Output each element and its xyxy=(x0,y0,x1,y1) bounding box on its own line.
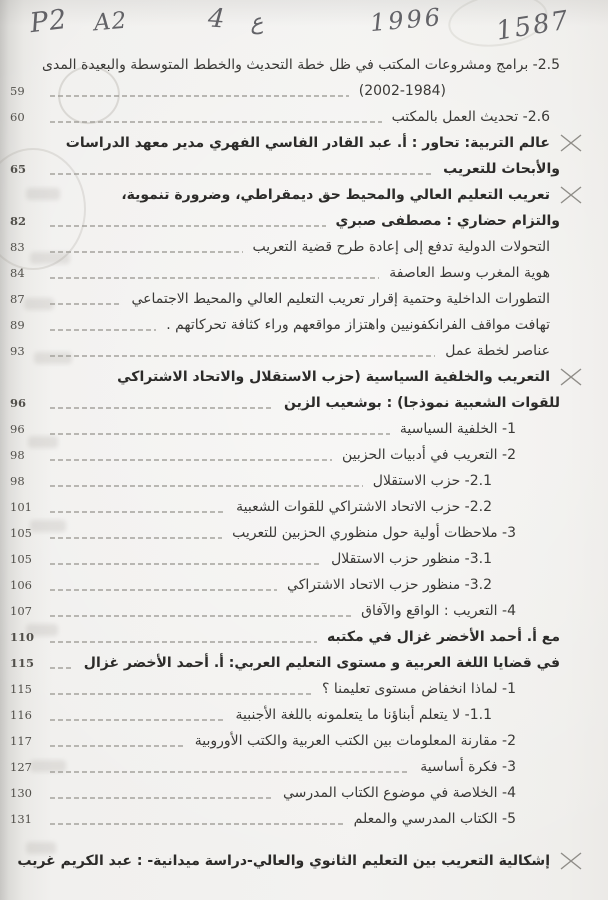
x-mark-icon xyxy=(558,133,584,153)
page-number: 101 xyxy=(10,500,32,514)
dotted-leader xyxy=(50,251,243,253)
toc-row xyxy=(10,260,594,286)
page-number: 107 xyxy=(10,604,32,618)
toc-row xyxy=(10,130,594,156)
toc-row xyxy=(10,468,594,494)
toc-entry-title: عالم التربية: تحاور : أ. عبد القادر الفاسي الفهري مدير معهد الدراسات xyxy=(65,135,550,151)
toc-row xyxy=(10,364,594,390)
toc-entry-title: 3- ملاحظات أولية حول منظوري الحزبين للتعريب xyxy=(232,525,516,541)
handwritten-mark: 1996 xyxy=(368,2,445,38)
toc-entry-title: في قضايا اللغة العربية و مستوى التعليم العربي: أ. أحمد الأخضر غزال xyxy=(83,655,560,671)
page-number: 110 xyxy=(10,630,35,644)
toc-row xyxy=(10,598,594,624)
toc-row xyxy=(10,546,594,572)
page-number: 106 xyxy=(10,578,32,592)
toc-entry-title: (2002-1984) xyxy=(358,83,446,99)
toc-entry-title: تهافت مواقف الفرانكفونيين واهتزاز مواقعهم وراء كثافة تحركاتهم . xyxy=(166,317,550,333)
page-number: 96 xyxy=(10,422,25,436)
dotted-leader xyxy=(50,797,273,799)
dotted-leader xyxy=(50,303,122,305)
page-number: 84 xyxy=(10,266,25,280)
toc-row xyxy=(10,442,594,468)
toc-row xyxy=(10,676,594,702)
toc-entry-title: 3.2- منظور حزب الاتحاد الاشتراكي xyxy=(287,577,492,593)
page-number: 93 xyxy=(10,344,25,358)
toc-entry-title: والتزام حضاري : مصطفى صبري xyxy=(335,213,560,229)
toc-row xyxy=(10,572,594,598)
toc-entry-title: 2- التعريب في أدبيات الحزبين xyxy=(341,447,516,463)
toc-entry-title: 2- مقارنة المعلومات بين الكتب العربية والكتب الأوروبية xyxy=(194,733,516,749)
toc-entry-title: 4- الخلاصة في موضوع الكتاب المدرسي xyxy=(282,785,516,801)
dotted-leader xyxy=(50,355,435,357)
toc-row xyxy=(10,848,594,874)
dotted-leader xyxy=(50,589,277,591)
toc-row xyxy=(10,520,594,546)
page-number: 60 xyxy=(10,110,25,124)
dotted-leader xyxy=(50,771,410,773)
toc-entry-title: والأبحاث للتعريب xyxy=(443,161,560,177)
toc-entry-title: للقوات الشعبية نموذجا) : بوشعيب الزين xyxy=(284,395,560,411)
handwritten-mark: 1587 xyxy=(494,5,573,47)
toc-entry-title: 2.6- تحديث العمل بالمكتب xyxy=(391,109,550,125)
toc-entry-title: 3- فكرة أساسية xyxy=(420,759,516,775)
toc-row xyxy=(10,806,594,832)
dotted-leader xyxy=(50,329,156,331)
toc-row xyxy=(10,312,594,338)
dotted-leader xyxy=(50,433,390,435)
page-number: 105 xyxy=(10,526,32,540)
toc-row xyxy=(10,780,594,806)
page-number: 98 xyxy=(10,474,25,488)
toc-row xyxy=(10,494,594,520)
dotted-leader xyxy=(50,719,225,721)
page-number: 115 xyxy=(10,682,32,696)
handwritten-mark: P2 xyxy=(28,3,70,40)
handwritten-mark: A2 xyxy=(92,7,129,37)
toc-row xyxy=(10,208,594,234)
toc-row xyxy=(10,182,594,208)
handwritten-mark: 4 xyxy=(206,3,226,35)
handwritten-mark: ع xyxy=(249,9,264,36)
toc-entry-title: 5- الكتاب المدرسي والمعلم xyxy=(353,811,516,827)
x-mark-icon xyxy=(558,851,584,871)
toc-row xyxy=(10,234,594,260)
page-number: 87 xyxy=(10,292,25,306)
page-number: 65 xyxy=(10,162,27,176)
toc-entry-title: 1- لماذا انخفاض مستوى تعليمنا ؟ xyxy=(322,681,516,697)
page-number: 83 xyxy=(10,240,25,254)
dotted-leader xyxy=(50,459,332,461)
toc-entry-title: تعريب التعليم العالي والمحيط حق ديمقراطي، وضرورة تنموية، xyxy=(121,187,550,203)
toc-row xyxy=(10,390,594,416)
dotted-leader xyxy=(50,173,433,175)
dotted-leader xyxy=(50,667,74,669)
toc-row xyxy=(10,338,594,364)
toc-entry-title: إشكالية التعريب بين التعليم الثانوي والعالي-دراسة ميدانية- : عبد الكريم غريب xyxy=(17,853,550,869)
dotted-leader xyxy=(50,537,222,539)
dotted-leader xyxy=(50,615,351,617)
toc-row xyxy=(10,52,594,78)
page-number: 98 xyxy=(10,448,25,462)
toc-entry-title: 3.1- منظور حزب الاستقلال xyxy=(331,551,492,567)
dotted-leader xyxy=(50,641,317,643)
toc-entry-title: عناصر لخطة عمل xyxy=(445,343,550,359)
page-number: 89 xyxy=(10,318,25,332)
dotted-leader xyxy=(50,121,382,123)
toc-row xyxy=(10,624,594,650)
toc-entry-title: التعريب والخلفية السياسية (حزب الاستقلال والاتحاد الاشتراكي xyxy=(117,369,550,385)
dotted-leader xyxy=(50,95,349,97)
toc-entry-title: 2.1- حزب الاستقلال xyxy=(372,473,492,489)
page-number: 130 xyxy=(10,786,32,800)
toc-row xyxy=(10,754,594,780)
page-number: 96 xyxy=(10,396,27,410)
page-number: 115 xyxy=(10,656,35,670)
page-number: 105 xyxy=(10,552,32,566)
toc-row xyxy=(10,104,594,130)
toc-entry-title: 2.5- برامج ومشروعات المكتب في ظل خطة التحديث والخطط المتوسطة والبعيدة المدى xyxy=(42,57,560,73)
dotted-leader xyxy=(50,407,274,409)
toc-row xyxy=(10,702,594,728)
page-number: 82 xyxy=(10,214,27,228)
page-number: 116 xyxy=(10,708,32,722)
toc-entry-title: التحولات الدولية تدفع إلى إعادة طرح قضية التعريب xyxy=(252,239,550,255)
page-number: 127 xyxy=(10,760,32,774)
x-mark-icon xyxy=(558,367,584,387)
toc-row xyxy=(10,416,594,442)
toc-entry-title: 1.1- لا يتعلم أبناؤنا ما يتعلمونه باللغة الأجنبية xyxy=(235,707,492,723)
toc-entry-title: 1- الخلفية السياسية xyxy=(399,421,516,437)
dotted-leader xyxy=(50,563,321,565)
dotted-leader xyxy=(50,511,226,513)
dotted-leader xyxy=(50,823,344,825)
toc-entry-title: مع أ. أحمد الأخضر غزال في مكتبه xyxy=(326,629,560,645)
toc-entry-title: 2.2- حزب الاتحاد الاشتراكي للقوات الشعبية xyxy=(236,499,492,515)
toc-row xyxy=(10,650,594,676)
dotted-leader xyxy=(50,485,363,487)
toc-row xyxy=(10,286,594,312)
toc-entry-title: التطورات الداخلية وحتمية إقرار تعريب التعليم العالي والمحيط الاجتماعي xyxy=(131,291,550,307)
dotted-leader xyxy=(50,745,185,747)
dotted-leader xyxy=(50,277,379,279)
page-number: 59 xyxy=(10,84,25,98)
toc-row xyxy=(10,728,594,754)
page-number: 131 xyxy=(10,812,32,826)
page-number: 117 xyxy=(10,734,32,748)
toc-row xyxy=(10,78,594,104)
dotted-leader xyxy=(50,225,326,227)
toc-row xyxy=(10,156,594,182)
toc-entry-title: هوية المغرب وسط العاصفة xyxy=(389,265,550,281)
toc-entry-title: 4- التعريب : الواقع والآفاق xyxy=(361,603,516,619)
dotted-leader xyxy=(50,693,312,695)
toc-rows xyxy=(10,52,594,874)
x-mark-icon xyxy=(558,185,584,205)
